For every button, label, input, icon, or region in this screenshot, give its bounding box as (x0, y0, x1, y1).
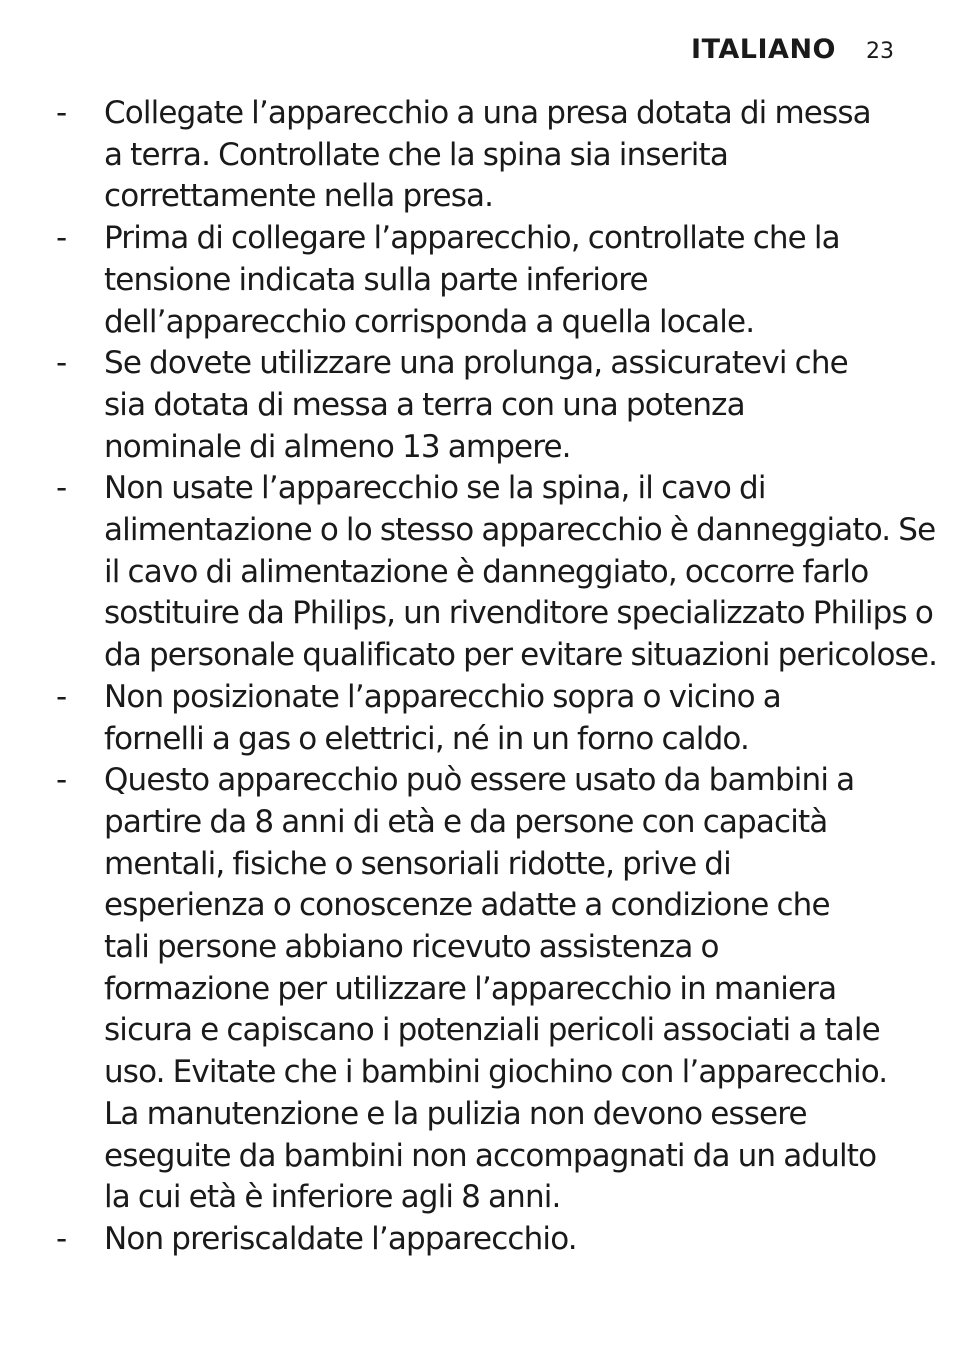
list-item (56, 1219, 906, 1261)
text-line: tali persone abbiano ricevuto assistenza o (104, 929, 719, 966)
bullet-dash: - (56, 345, 68, 382)
text-line: la cui età è inferiore agli 8 anni. (104, 1179, 561, 1216)
text-line: il cavo di alimentazione è danneggiato, occorre farlo (104, 553, 869, 590)
text-line: La manutenzione e la pulizia non devono essere (104, 1095, 807, 1132)
text-line: eseguite da bambini non accompagnati da un adulto (104, 1137, 877, 1174)
text-line: nominale di almeno 13 ampere. (104, 428, 571, 465)
list-item (56, 343, 906, 468)
text-line: sicura e capiscano i potenziali pericoli associati a tale (104, 1012, 880, 1049)
text-line: Questo apparecchio può essere usato da bambini a (104, 762, 855, 799)
text-line: mentali, fisiche o sensoriali ridotte, prive di (104, 845, 731, 882)
bullet-dash: - (56, 220, 68, 257)
text-line: formazione per utilizzare l’apparecchio in maniera (104, 970, 837, 1007)
list-item-text (104, 1219, 906, 1261)
text-line: Non posizionate l’apparecchio sopra o vicino a (104, 678, 781, 715)
text-line: Collegate l’apparecchio a una presa dotata di messa (104, 95, 871, 131)
list-item-text (104, 343, 906, 468)
text-line: Non preriscaldate l’apparecchio. (104, 1220, 577, 1257)
list-item (56, 677, 906, 760)
bullet-dash: - (56, 762, 68, 799)
text-line: esperienza o conoscenze adatte a condizione che (104, 887, 830, 924)
text-line: da personale qualificato per evitare situazioni pericolose. (104, 637, 938, 674)
page-header (691, 34, 894, 65)
text-line: alimentazione o lo stesso apparecchio è danneggiato. Se (104, 512, 936, 549)
text-line: sostituire da Philips, un rivenditore specializzato Philips o (104, 595, 933, 632)
list-item-text (104, 93, 906, 218)
text-line: fornelli a gas o elettrici, né in un forno caldo. (104, 720, 749, 757)
list-item-text (104, 760, 906, 1219)
text-line: Non usate l’apparecchio se la spina, il cavo di (104, 470, 766, 507)
list-item (56, 93, 906, 218)
text-line: Se dovete utilizzare una prolunga, assicuratevi che (104, 345, 848, 382)
bullet-dash: - (56, 95, 68, 131)
text-line: partire da 8 anni di età e da persone con capacità (104, 803, 828, 840)
bullet-dash: - (56, 470, 68, 507)
section-language-title: ITALIANO (691, 34, 836, 65)
list-item-text (104, 468, 937, 677)
text-line: sia dotata di messa a terra con una potenza (104, 386, 745, 423)
list-item (56, 468, 938, 677)
list-item-text (104, 218, 906, 343)
list-item (56, 218, 906, 343)
list-item (56, 760, 906, 1219)
page-number: 23 (866, 39, 894, 64)
text-line: Prima di collegare l’apparecchio, controllate che la (104, 220, 840, 257)
text-line: dell’apparecchio corrisponda a quella locale. (104, 303, 755, 340)
text-line: correttamente nella presa. (104, 178, 494, 215)
bullet-dash: - (56, 678, 68, 715)
text-line: tensione indicata sulla parte inferiore (104, 261, 648, 298)
list-item-text (104, 677, 906, 760)
text-line: a terra. Controllate che la spina sia inserita (104, 136, 729, 173)
text-line: uso. Evitate che i bambini giochino con l’apparecchio. (104, 1054, 888, 1091)
bullet-dash: - (56, 1220, 68, 1257)
safety-warnings-list (56, 93, 938, 1261)
